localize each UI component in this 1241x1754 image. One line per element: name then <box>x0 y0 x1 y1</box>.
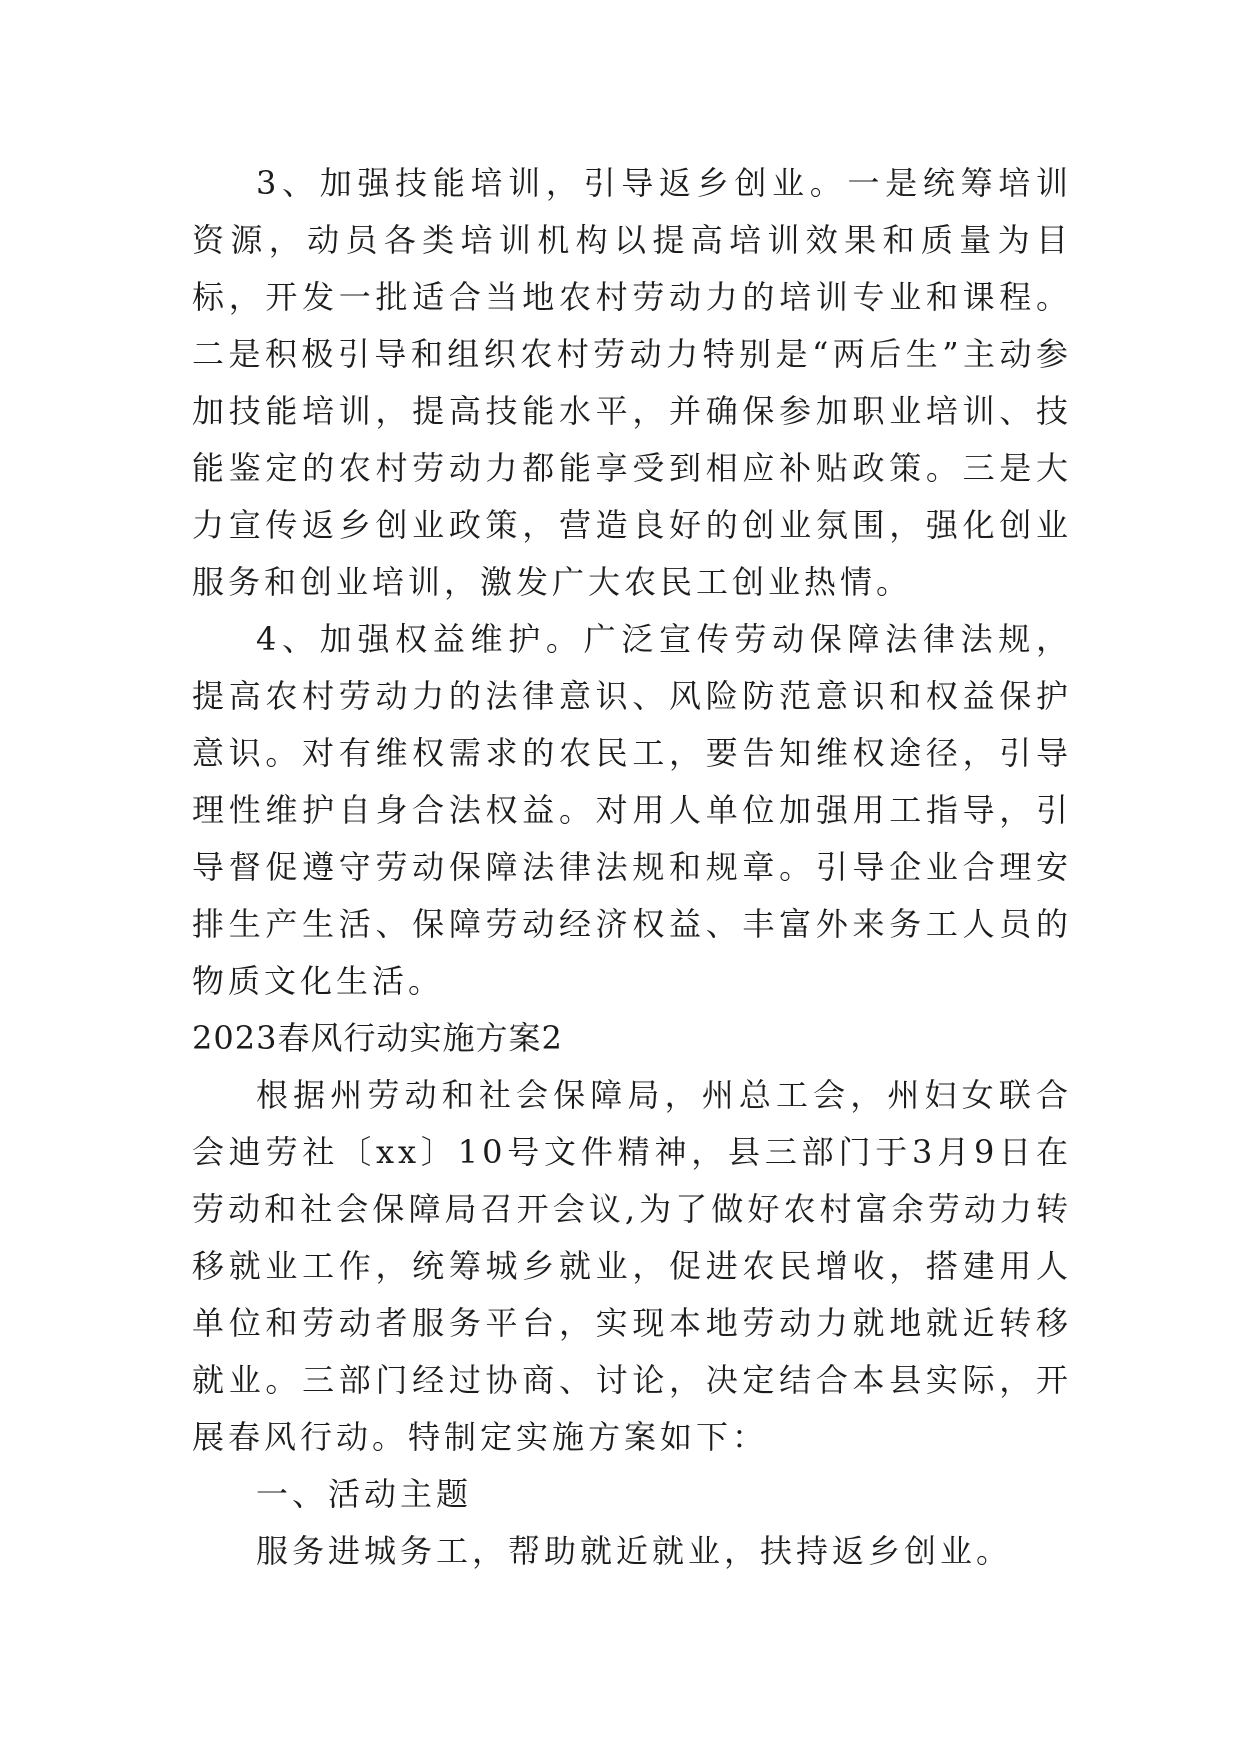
paragraph-rights-protection: 4、加强权益维护。广泛宣传劳动保障法律法规，提高农村劳动力的法律意识、风险防范意识和权益保护意识。对有维权需求的农民工，要告知维权途径，引导理性维护自身合法权益。对用人单位加强用工指导，引导督促遵守劳动保障法律法规和规章。引导企业合理安排生产生活、保障劳动经济权益、丰富外来务工人员的物质文化生活。 <box>192 620 1072 1000</box>
document-body <box>192 155 1072 1580</box>
paragraph-intro: 根据州劳动和社会保障局，州总工会，州妇女联合会迪劳社〔xx〕10号文件精神，县三部门于3月9日在劳动和社会保障局召开会议,为了做好农村富余劳动力转移就业工作，统筹城乡就业，促进农民增收，搭建用人单位和劳动者服务平台，实现本地劳动力就地就近转移就业。三部门经过协商、讨论，决定结合本县实际，开展春风行动。特制定实施方案如下： <box>192 1076 1072 1456</box>
paragraph-activity-theme: 服务进城务工，帮助就近就业，扶持返乡创业。 <box>256 1532 1013 1570</box>
paragraph-skills-training: 3、加强技能培训，引导返乡创业。一是统筹培训资源，动员各类培训机构以提高培训效果和质量为目标，开发一批适合当地农村劳动力的培训专业和课程。二是积极引导和组织农村劳动力特别是“两后生”主动参加技能培训，提高技能水平，并确保参加职业培训、技能鉴定的农村劳动力都能享受到相应补贴政策。三是大力宣传返乡创业政策，营造良好的创业氛围，强化创业服务和创业培训，激发广大农民工创业热情。 <box>192 164 1072 601</box>
paragraph-activity-theme-heading: 一、活动主题 <box>256 1475 473 1513</box>
section-title: 2023春风行动实施方案2 <box>192 1019 563 1057</box>
